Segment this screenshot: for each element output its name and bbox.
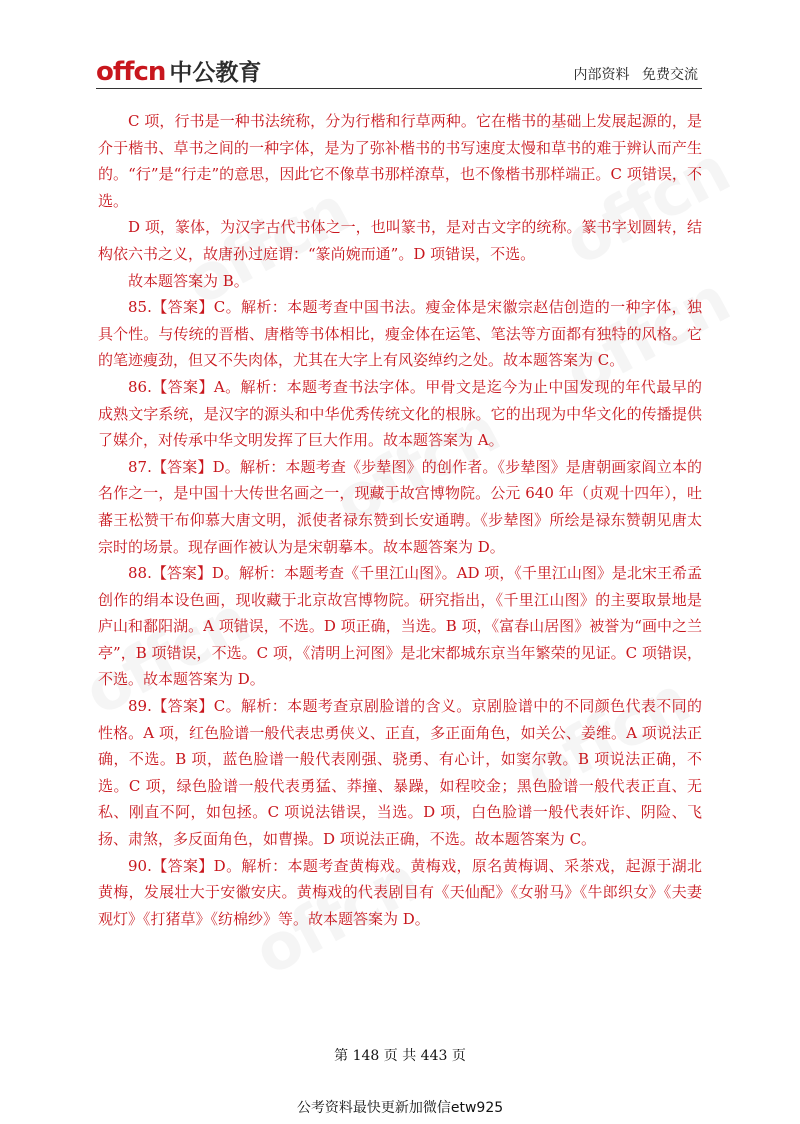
page-header: [96, 56, 702, 89]
paragraph: 87.【答案】D。解析：本题考查《步辇图》的创作者。《步辇图》是唐朝画家阎立本的名作之一，是中国十大传世名画之一，现藏于故宫博物院。公元 640 年（贞观十四年），吐蕃王松赞干布仰慕大唐文明，派使者禄东赞到长安通聘。《步辇图》所绘是禄东赞朝见唐太宗时的场景。现存画作被认为是宋朝摹本。故本题答案为 D。: [98, 457, 702, 556]
offcn-logo: [96, 58, 261, 86]
paragraph: 故本题答案为 B。: [128, 271, 249, 290]
page-content: [98, 108, 702, 932]
header-tag-internal: 内部资料: [573, 67, 630, 83]
paragraph: C 项，行书是一种书法统称，分为行楷和行草两种。它在楷书的基础上发展起源的，是介于楷书、草书之间的一种字体，是为了弥补楷书的书写速度太慢和草书的难于辨认而产生的。“行”是“行走”的意思，因此它不像草书那样潦草，也不像楷书那样端正。C 项错误，不选。: [98, 112, 702, 210]
logo-cn-text: 中公教育: [169, 60, 262, 86]
bottom-note: 公考资料最快更新加微信etw925: [296, 1100, 504, 1116]
paragraph: 88.【答案】D。解析：本题考查《千里江山图》。AD 项，《千里江山图》是北宋王希孟创作的绢本设色画，现收藏于北京故宫博物院。研究指出，《千里江山图》的主要取景地是庐山和鄱阳湖。A 项错误，不选。D 项正确，当选。B 项，《富春山居图》被誉为“画中之兰亭”，B 项错误，不选。C 项，《清明上河图》是北宋都城东京当年繁荣的见证。C 项错误，不选。故本题答案为 D。: [98, 564, 702, 689]
logo-en-text: offcn: [96, 57, 166, 87]
paragraph: D 项，篆体，为汉字古代书体之一，也叫篆书，是对古文字的统称。篆书字划圆转，结构依六书之义，故唐孙过庭谓：“篆尚婉而通”。D 项错误，不选。: [98, 218, 702, 263]
paragraph: 85.【答案】C。解析：本题考查中国书法。瘦金体是宋徽宗赵佶创造的一种字体，独具个性。与传统的晋楷、唐楷等书体相比，瘦金体在运笔、笔法等方面都有独特的风格。它的笔迹瘦劲，但又不失肉体，尤其在大字上有风姿绰约之处。故本题答案为 C。: [98, 298, 702, 370]
paragraph: 86.【答案】A。解析：本题考查书法字体。甲骨文是迄今为止中国发现的年代最早的成熟文字系统，是汉字的源头和中华优秀传统文化的根脉。它的出现为中华文化的传播提供了媒介，对传承中华文明发挥了巨大作用。故本题答案为 A。: [98, 377, 702, 450]
page-number: 第 148 页 共 443 页: [334, 1048, 466, 1064]
header-tags: [574, 64, 698, 84]
paragraph: 90.【答案】D。解析：本题考查黄梅戏。黄梅戏，原名黄梅调、采茶戏，起源于湖北黄梅，发展壮大于安徽安庆。黄梅戏的代表剧目有《天仙配》《女驸马》《牛郎织女》《夫妻观灯》《打猪草》《纺棉纱》等。故本题答案为 D。: [98, 856, 702, 928]
paragraph: 89.【答案】C。解析：本题考查京剧脸谱的含义。京剧脸谱中的不同颜色代表不同的性格。A 项，红色脸谱一般代表忠勇侠义、正直，多正面角色，如关公、姜维。A 项说法正确，不选。B 项，蓝色脸谱一般代表刚强、骁勇、有心计，如窦尔敦。B 项说法正确，不选。C 项，绿色脸谱一般代表勇猛、莽撞、暴躁，如程咬金；黑色脸谱一般代表正直、无私、刚直不阿，如包拯。C 项说法错误，当选。D 项，白色脸谱一般代表奸诈、阴险、飞扬、肃煞，多反面角色，如曹操。D 项说法正确，不选。故本题答案为 C。: [98, 697, 702, 849]
header-tag-free: 免费交流: [642, 67, 698, 83]
